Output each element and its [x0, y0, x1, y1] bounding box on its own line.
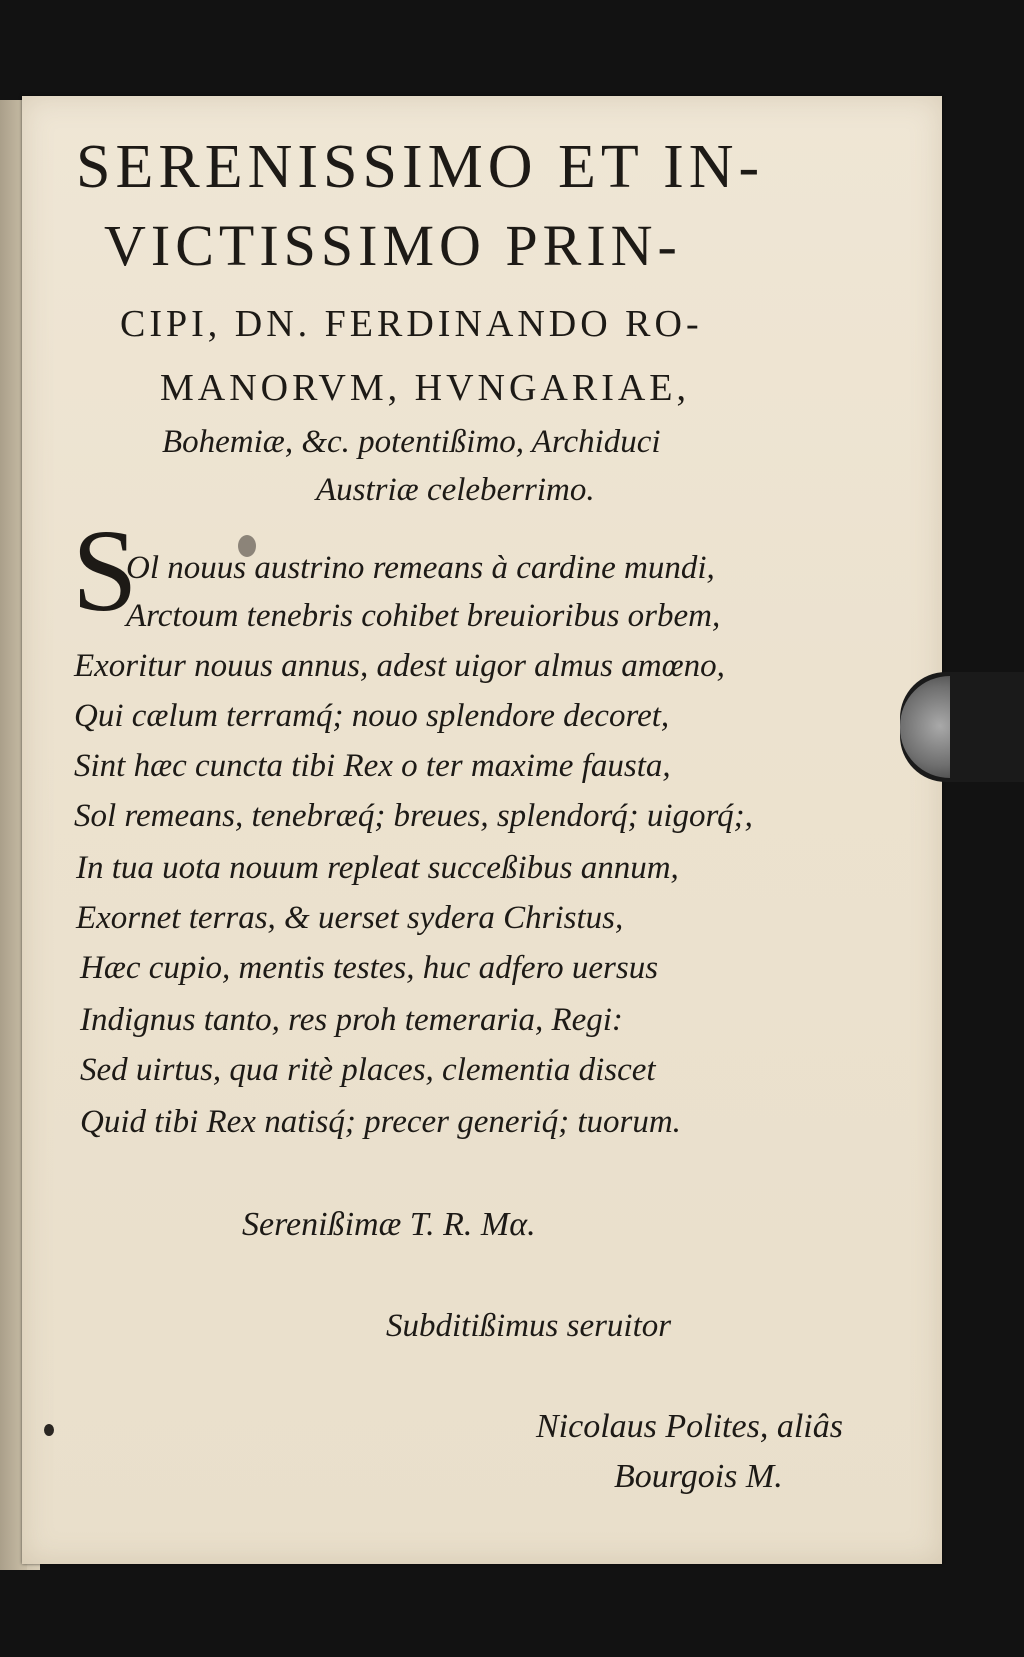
title-line-1: SERENISSIMO ET IN- — [76, 133, 765, 201]
verse-line: Sed uirtus, qua ritè places, clementia discet — [80, 1052, 656, 1088]
closing: Subditißimus seruitor — [386, 1308, 672, 1344]
verse-line: Arctoum tenebris cohibet breuioribus orbem, — [126, 598, 721, 634]
verse-line: Exoritur nouus annus, adest uigor almus amœno, — [74, 648, 725, 684]
verse-line: Ol nouus austrino remeans à cardine mundi, — [126, 550, 715, 586]
salutation: Serenißimæ T. R. Mα. — [242, 1206, 536, 1243]
signature-line-1: Nicolaus Polites, aliâs — [536, 1408, 843, 1445]
title-line-4: MANORVM, HVNGARIAE, — [160, 367, 691, 409]
verse-line: Sol remeans, tenebræq́; breues, splendorq́; uigorq́;, — [74, 798, 753, 834]
verse-line: Qui cælum terramq́; nouo splendore decoret, — [74, 698, 670, 734]
title-line-5: Bohemiæ, &c. potentißimo, Archiduci — [162, 424, 661, 460]
ink-dot — [44, 1424, 54, 1436]
title-line-2: VICTISSIMO PRIN- — [104, 213, 682, 278]
verse-line: Quid tibi Rex natisq́; precer generiq́; tuorum. — [80, 1104, 681, 1140]
title-line-3: CIPI, DN. FERDINANDO RO- — [120, 303, 703, 345]
drop-cap: S — [72, 505, 138, 636]
verse-line: Exornet terras, & uerset sydera Christus, — [76, 900, 624, 936]
verse-line: In tua uota nouum repleat succeßibus annum, — [76, 850, 679, 886]
verse-line: Hæc cupio, mentis testes, huc adfero uersus — [80, 950, 659, 986]
verse-line: Indignus tanto, res proh temeraria, Regi: — [80, 1002, 623, 1038]
signature-line-2: Bourgois M. — [614, 1458, 783, 1495]
verse-line: Sint hæc cuncta tibi Rex o ter maxime fausta, — [74, 748, 671, 784]
title-line-6: Austriæ celeberrimo. — [316, 472, 595, 508]
clip-tab — [900, 672, 1024, 782]
